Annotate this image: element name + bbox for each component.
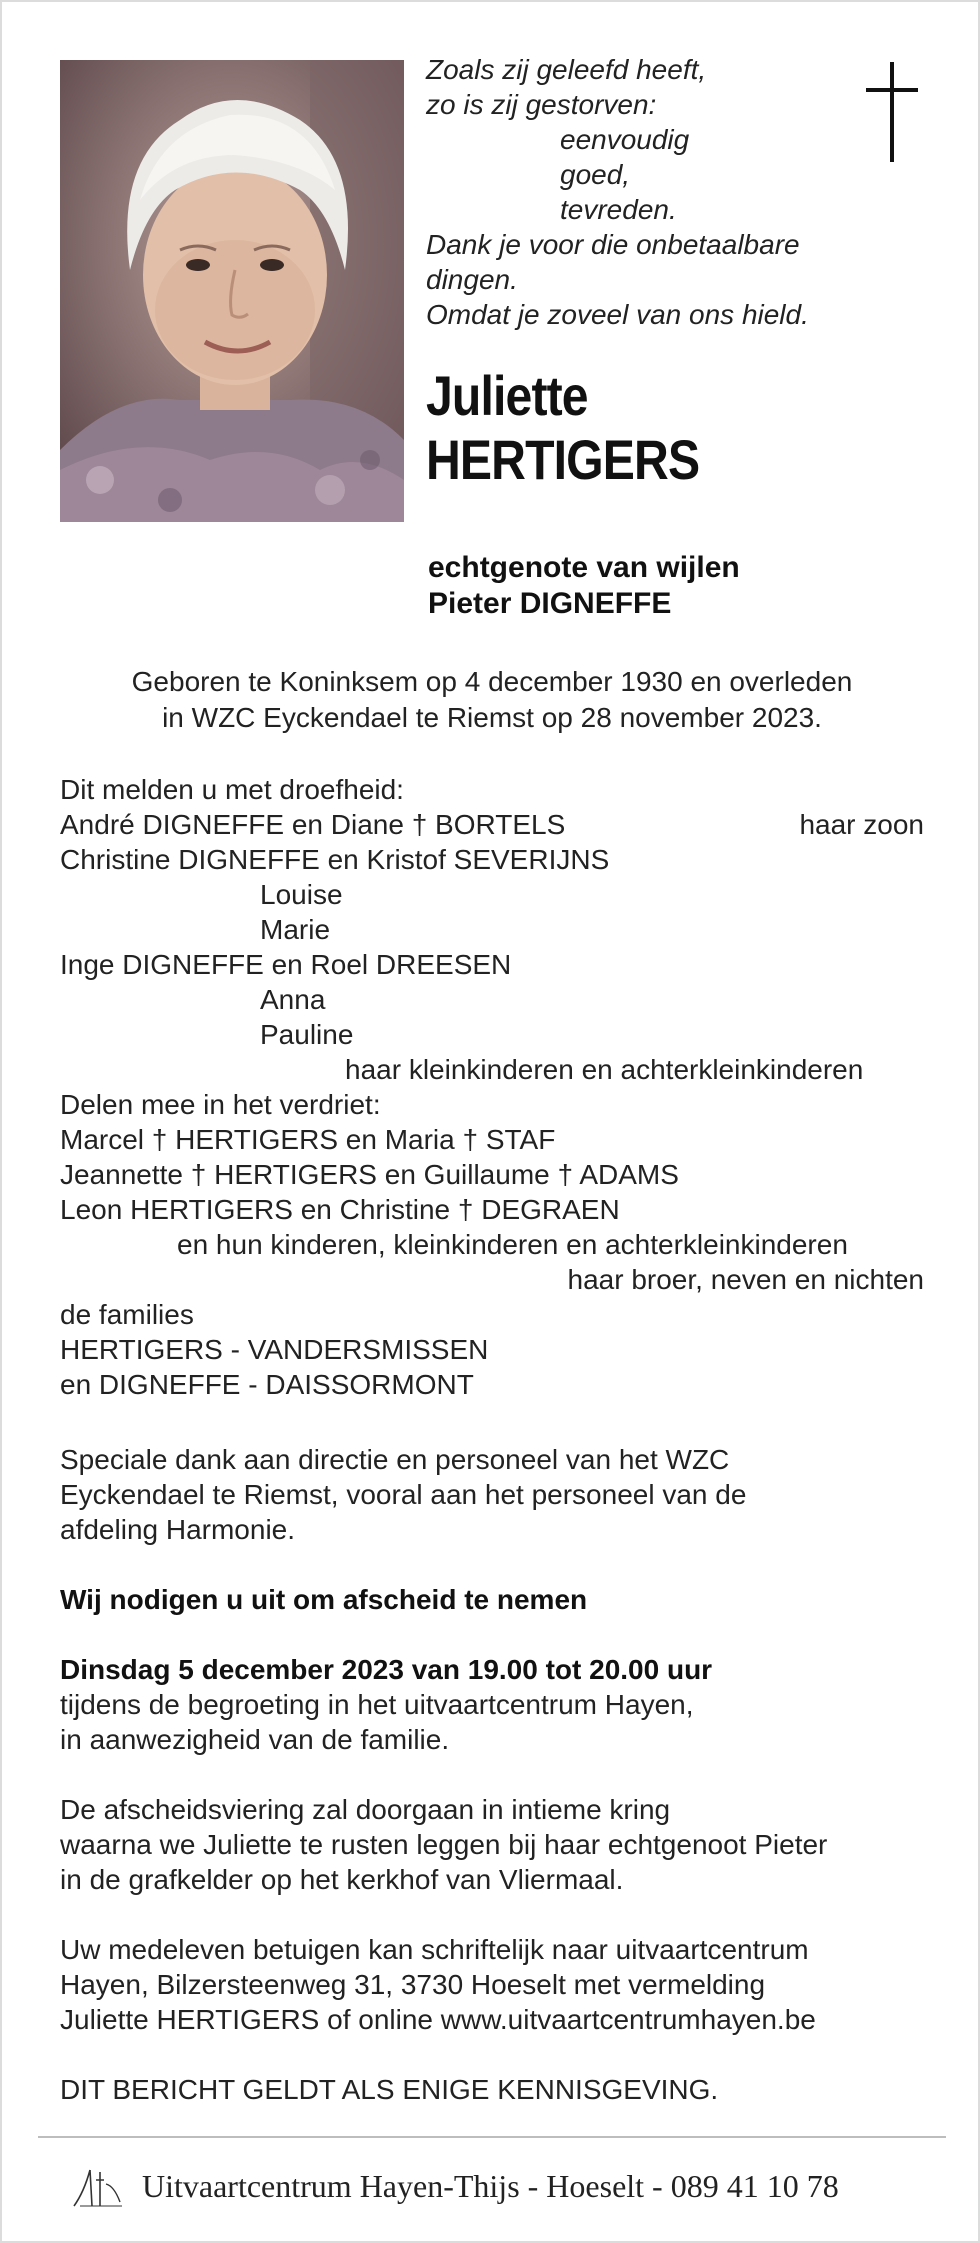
family-name: André DIGNEFFE en Diane † BORTELS — [60, 809, 566, 840]
poem-line: tevreden. — [560, 194, 677, 225]
family-row: Inge DIGNEFFE en Roel DREESEN — [60, 949, 512, 980]
family-relation: haar broer, neven en nichten — [567, 1264, 924, 1295]
text-line: Uw medeleven betuigen kan schriftelijk naar uitvaartcentrum — [60, 1934, 809, 1965]
poem-line: zo is zij gestorven: — [426, 89, 657, 120]
spouse-name: Pieter DIGNEFFE — [428, 587, 672, 620]
notice-body — [60, 1442, 940, 2142]
funeral-home-logo-icon — [70, 2162, 126, 2210]
family-intro: Dit melden u met droefheid: — [60, 774, 404, 805]
thanks-paragraph — [60, 1442, 940, 1547]
family-row: Christine DIGNEFFE en Kristof SEVERIJNS — [60, 844, 610, 875]
family-list — [60, 772, 924, 1402]
birth-death-info — [60, 664, 924, 736]
text-line: Juliette HERTIGERS of online www.uitvaartcentrumhayen.be — [60, 2004, 816, 2035]
text-line: Speciale dank aan directie en personeel van het WZC — [60, 1444, 730, 1475]
poem-line: goed, — [560, 159, 631, 190]
family-relation-row: en hun kinderen, kleinkinderen en achterkleinkinderen — [177, 1229, 848, 1260]
invite-heading: Wij nodigen u uit om afscheid te nemen — [60, 1584, 588, 1615]
footer-text: Uitvaartcentrum Hayen-Thijs - Hoeselt - 089 41 10 78 — [142, 2168, 839, 2204]
family-relation-row — [60, 1262, 924, 1297]
born-line: in WZC Eyckendael te Riemst op 28 november 2023. — [162, 702, 822, 733]
notice-statement: DIT BERICHT GELDT ALS ENIGE KENNISGEVING. — [60, 2074, 719, 2105]
poem-line: Zoals zij geleefd heeft, — [426, 54, 707, 85]
footer-divider — [38, 2136, 946, 2138]
text-line: in de grafkelder op het kerkhof van Vliermaal. — [60, 1864, 624, 1895]
portrait-illustration — [60, 60, 404, 522]
family-relation: haar zoon — [799, 809, 924, 840]
family-intro: Delen mee in het verdriet: — [60, 1089, 381, 1120]
last-name: HERTIGERS — [426, 428, 700, 491]
poem-line: Dank je voor die onbetaalbare — [426, 229, 800, 260]
portrait-photo — [60, 60, 404, 522]
family-row: en DIGNEFFE - DAISSORMONT — [60, 1369, 474, 1400]
poem-line: eenvoudig — [560, 124, 690, 155]
poem-line: Omdat je zoveel van ons hield. — [426, 299, 809, 330]
family-row: de families — [60, 1299, 194, 1330]
family-row: Marie — [260, 914, 331, 945]
visitation-paragraph — [60, 1652, 940, 1757]
family-row: Anna — [260, 984, 326, 1015]
farewell-paragraph — [60, 1792, 940, 1897]
family-relation-row: haar kleinkinderen en achterkleinkinderen — [345, 1054, 864, 1085]
text-line: tijdens de begroeting in het uitvaartcentrum Hayen, — [60, 1689, 694, 1720]
text-line: waarna we Juliette te rusten leggen bij haar echtgenoot Pieter — [60, 1829, 828, 1860]
born-line: Geboren te Koninksem op 4 december 1930 en overleden — [131, 666, 853, 697]
poem — [426, 52, 866, 332]
text-line: in aanwezigheid van de familie. — [60, 1724, 450, 1755]
spouse-info — [428, 550, 740, 622]
family-row: Leon HERTIGERS en Christine † DEGRAEN — [60, 1194, 620, 1225]
text-line: afdeling Harmonie. — [60, 1514, 296, 1545]
family-row: Pauline — [260, 1019, 354, 1050]
family-row: Jeannette † HERTIGERS en Guillaume † ADAMS — [60, 1159, 679, 1190]
visitation-date: Dinsdag 5 december 2023 van 19.00 tot 20.00 uur — [60, 1654, 713, 1685]
condolence-paragraph — [60, 1932, 940, 2037]
family-row: Louise — [260, 879, 343, 910]
text-line: De afscheidsviering zal doorgaan in intieme kring — [60, 1794, 671, 1825]
family-row: HERTIGERS - VANDERSMISSEN — [60, 1334, 489, 1365]
first-name: Juliette — [426, 364, 588, 427]
poem-line: dingen. — [426, 264, 518, 295]
family-row: Marcel † HERTIGERS en Maria † STAF — [60, 1124, 556, 1155]
cross-icon — [862, 62, 922, 162]
spouse-line: echtgenote van wijlen — [428, 551, 740, 584]
text-line: Eyckendael te Riemst, vooral aan het personeel van de — [60, 1479, 747, 1510]
deceased-name — [426, 364, 699, 492]
family-row — [60, 807, 924, 842]
funeral-home-footer — [70, 2162, 930, 2212]
text-line: Hayen, Bilzersteenweg 31, 3730 Hoeselt met vermelding — [60, 1969, 766, 2000]
